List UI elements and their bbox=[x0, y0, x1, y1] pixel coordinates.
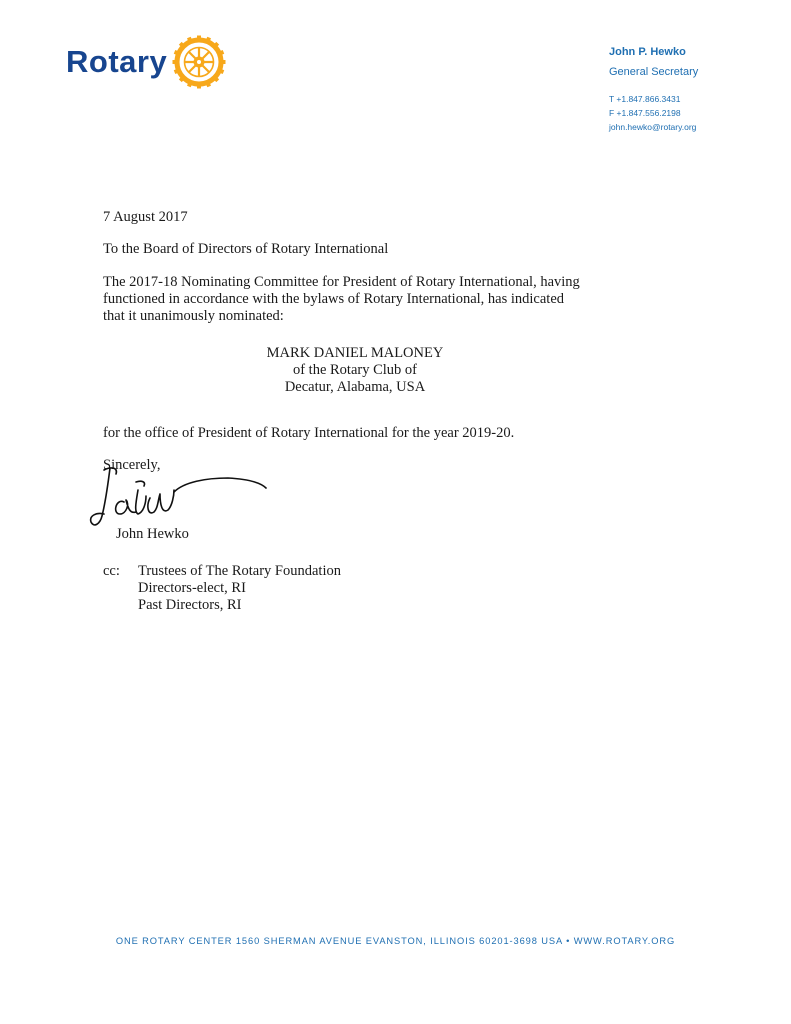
contact-block bbox=[609, 44, 698, 134]
nominee-location: Decatur, Alabama, USA bbox=[284, 379, 426, 395]
signer-name: John Hewko bbox=[116, 526, 189, 542]
office-line: for the office of President of Rotary International for the year 2019-20. bbox=[103, 425, 515, 441]
contact-phone: T +1.847.866.3431 bbox=[609, 94, 681, 104]
paragraph-line: The 2017-18 Nominating Committee for President of Rotary International, having bbox=[103, 274, 580, 290]
paragraph-line: functioned in accordance with the bylaws of Rotary International, has indicated bbox=[103, 291, 565, 307]
letter-closing: Sincerely, bbox=[103, 457, 161, 473]
logo-wordmark: Rotary bbox=[66, 44, 168, 79]
cc-list bbox=[138, 563, 341, 614]
letter-salutation: To the Board of Directors of Rotary International bbox=[103, 241, 389, 257]
contact-title: General Secretary bbox=[609, 66, 699, 78]
paragraph-line: that it unanimously nominated: bbox=[103, 308, 284, 324]
nominee-name: MARK DANIEL MALONEY bbox=[266, 345, 444, 361]
nominee-block bbox=[190, 345, 520, 396]
cc-item: Directors-elect, RI bbox=[138, 580, 246, 596]
rotary-wheel-icon bbox=[171, 34, 227, 90]
letter-date: 7 August 2017 bbox=[103, 209, 188, 225]
footer-address: ONE ROTARY CENTER 1560 SHERMAN AVENUE EVANSTON, ILLINOIS 60201-3698 USA • WWW.ROTARY.ORG bbox=[115, 936, 676, 946]
rotary-logo bbox=[66, 34, 227, 90]
nominee-club: of the Rotary Club of bbox=[292, 362, 418, 378]
contact-fax: F +1.847.556.2198 bbox=[609, 108, 681, 118]
contact-email[interactable]: john.hewko@rotary.org bbox=[609, 122, 697, 132]
letter-paragraph bbox=[103, 274, 663, 325]
cc-label: cc: bbox=[103, 563, 120, 579]
cc-item: Past Directors, RI bbox=[138, 597, 242, 613]
contact-name: John P. Hewko bbox=[609, 46, 686, 58]
cc-item: Trustees of The Rotary Foundation bbox=[138, 563, 341, 579]
